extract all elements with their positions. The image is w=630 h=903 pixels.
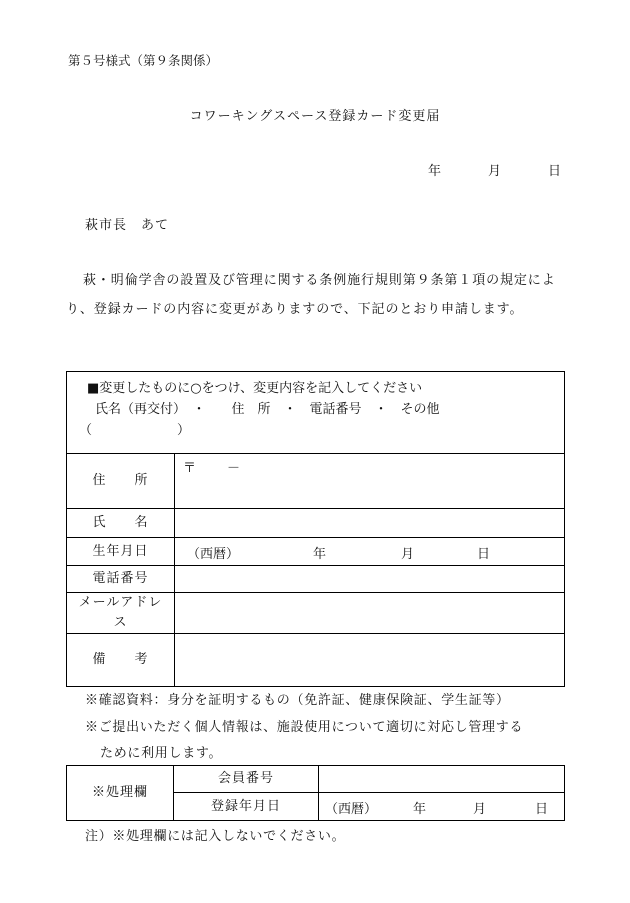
birthdate-year: 年: [313, 547, 327, 562]
change-options[interactable]: 氏名（再交付） ・ 住 所 ・ 電話番号 ・ その他: [95, 402, 440, 417]
processing-header: ※処理欄: [67, 766, 174, 821]
postal-dash: －: [227, 461, 241, 476]
other-bracket-close: ）: [177, 423, 191, 438]
remarks-field[interactable]: [175, 634, 565, 687]
email-label-line1: メールアドレ: [78, 595, 163, 610]
address-field[interactable]: [175, 454, 565, 509]
date-day: 日: [548, 164, 562, 179]
registration-era: （西暦）: [325, 802, 378, 817]
registration-date-field[interactable]: [319, 793, 565, 821]
date-year: 年: [428, 164, 442, 179]
birthdate-month: 月: [401, 547, 415, 562]
address-row: [67, 454, 565, 509]
birthdate-row: [67, 538, 565, 566]
email-field[interactable]: [175, 593, 565, 634]
change-selection-row: [67, 372, 565, 454]
member-number-label: 会員番号: [174, 766, 319, 793]
form-number: 第５号様式（第９条関係）: [68, 53, 219, 68]
instruction-text: ■変更したものに○をつけ、変更内容を記入してください: [87, 381, 423, 396]
name-field[interactable]: [175, 509, 565, 538]
birthdate-era: （西暦）: [187, 547, 240, 562]
postal-mark: 〒: [183, 461, 197, 476]
remarks-row: [67, 634, 565, 687]
phone-row: [67, 566, 565, 593]
date-month: 月: [488, 164, 502, 179]
change-form-table: [66, 371, 565, 687]
privacy-note-line1: ※ご提出いただく個人情報は、施設使用について適切に対応し管理する: [85, 720, 524, 735]
other-input[interactable]: [79, 420, 564, 441]
birthdate-day: 日: [477, 547, 491, 562]
footer-note: 注）※処理欄には記入しないでください。: [85, 829, 346, 844]
confirm-note: ※確認資料：身分を証明するもの（免許証、健康保険証、学生証等）: [85, 693, 510, 708]
birthdate-field[interactable]: [175, 538, 565, 566]
birthdate-label: 生年月日: [67, 538, 175, 566]
addressee: 萩市長 あて: [85, 218, 170, 233]
name-row: [67, 509, 565, 538]
member-number-field[interactable]: [319, 766, 565, 793]
processing-table: [66, 765, 565, 821]
name-label: 氏 名: [67, 509, 175, 538]
change-selection-cell: [67, 372, 565, 454]
remarks-label: 備 考: [67, 634, 175, 687]
registration-day: 日: [535, 802, 549, 817]
member-number-row: [67, 766, 565, 793]
other-bracket-open: （: [79, 423, 93, 438]
phone-field[interactable]: [175, 566, 565, 593]
privacy-note-line2: ために利用します。: [100, 746, 223, 761]
phone-label: 電話番号: [67, 566, 175, 593]
address-label: 住 所: [67, 454, 175, 509]
registration-month: 月: [473, 802, 487, 817]
registration-date-label: 登録年月日: [174, 793, 319, 821]
email-label: [67, 593, 175, 634]
email-row: [67, 593, 565, 634]
registration-year: 年: [413, 802, 427, 817]
email-label-line2: ス: [113, 615, 128, 630]
document-title: コワーキングスペース登録カード変更届: [189, 109, 441, 124]
body-paragraph: 萩・明倫学舎の設置及び管理に関する条例施行規則第９条第１項の規定により、登録カードの内容に変更がありますので、下記のとおり申請します。: [66, 273, 556, 317]
